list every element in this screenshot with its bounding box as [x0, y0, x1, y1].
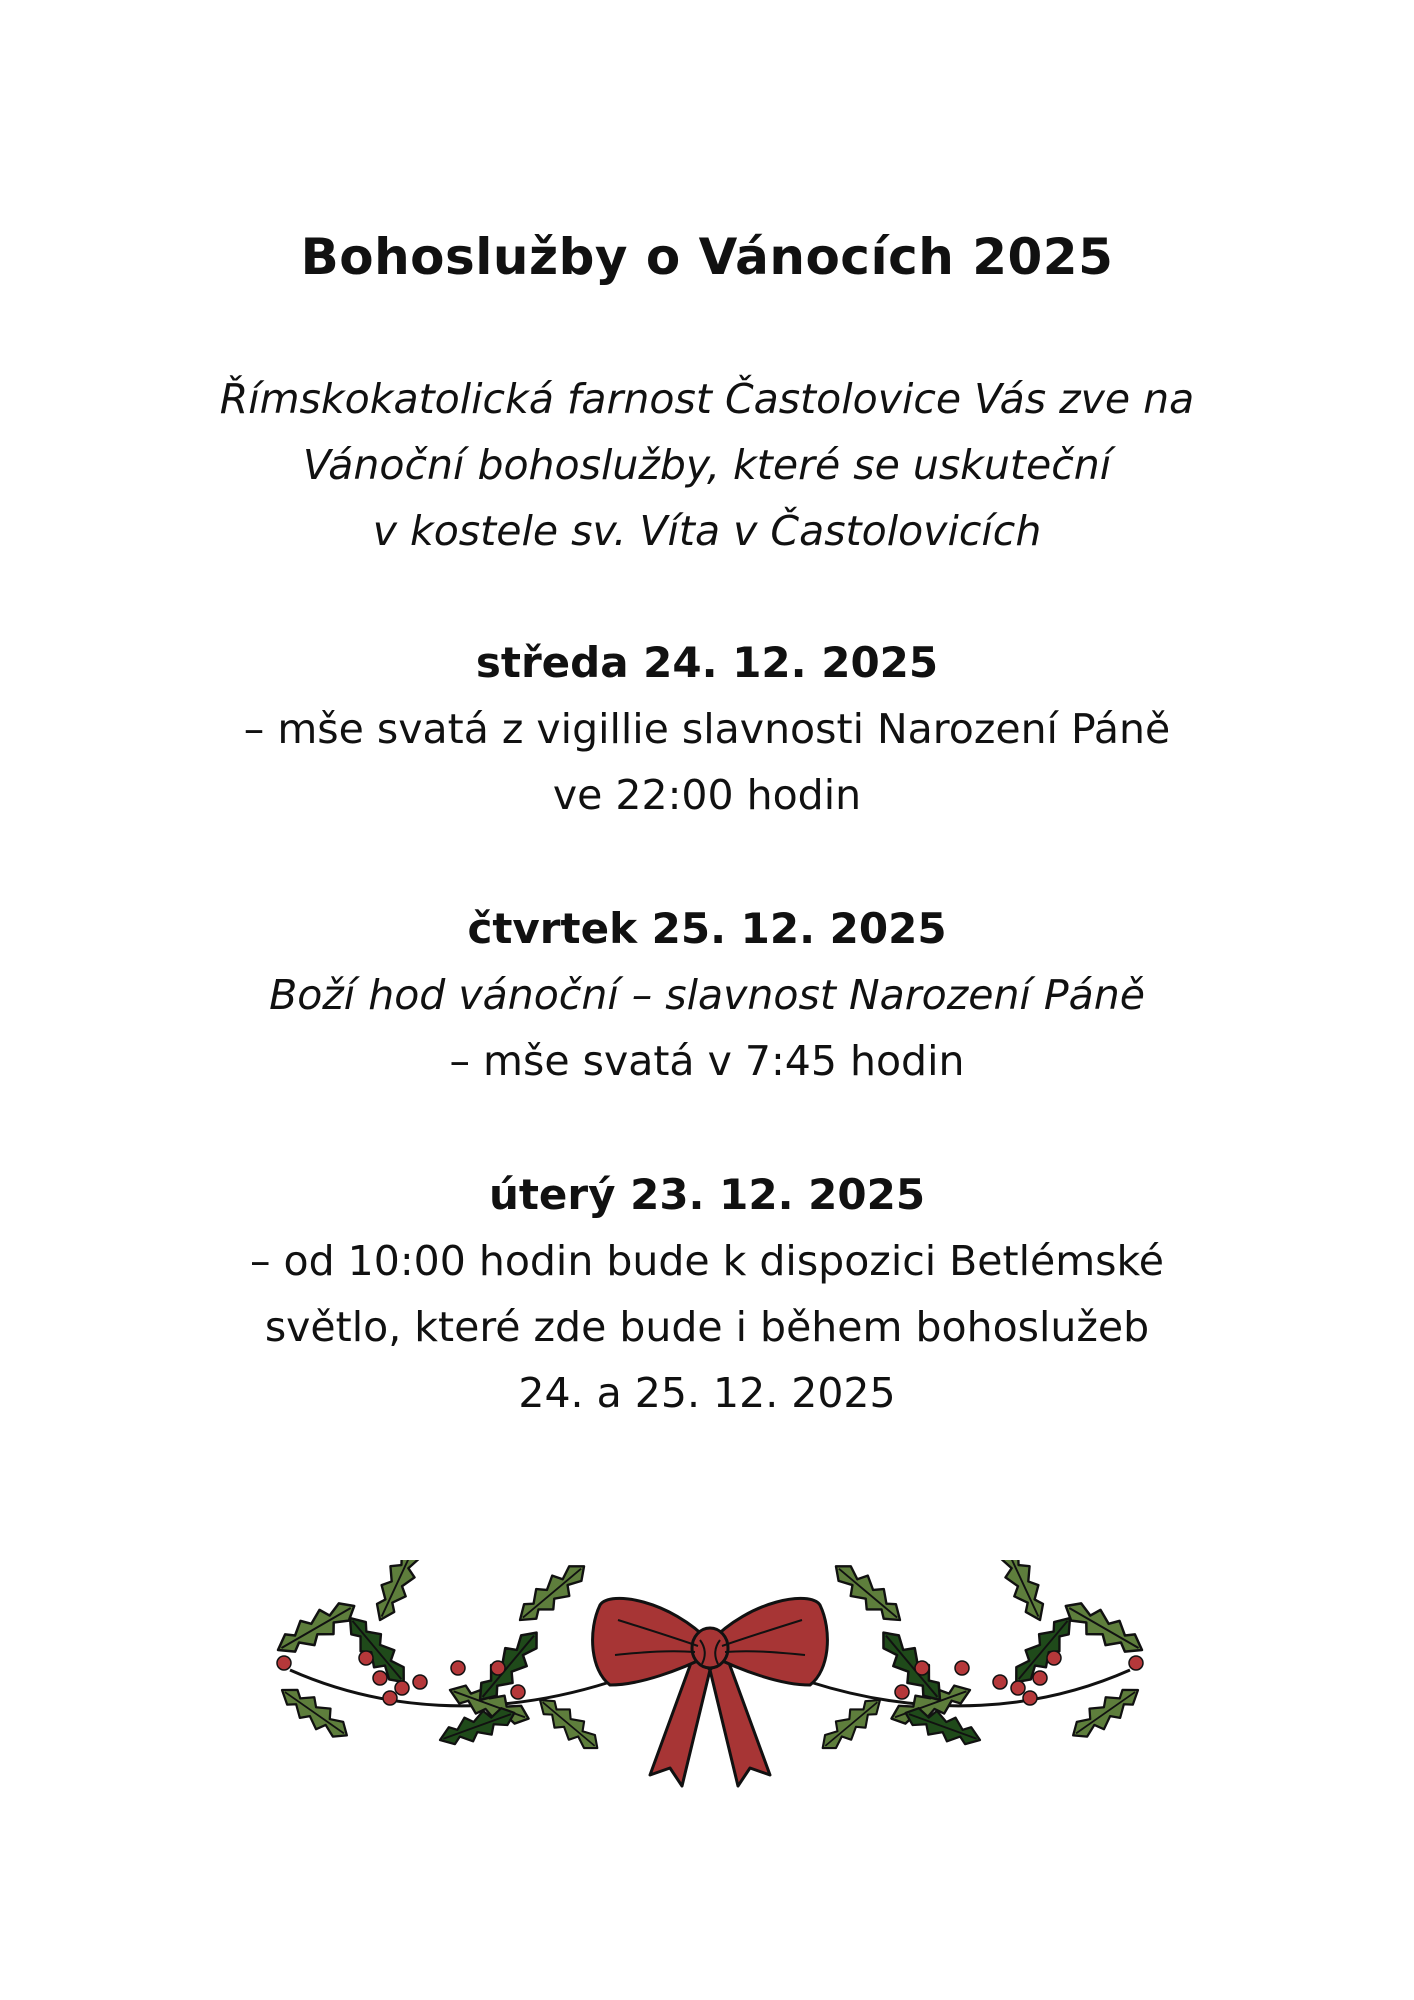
invitation-text — [0, 366, 1414, 564]
holly-garland-icon — [270, 1560, 1150, 1800]
invitation-line-1: Římskokatolická farnost Častolovice Vás zve na — [219, 375, 1195, 423]
event-feast-name: Boží hod vánoční – slavnost Narození Páně — [269, 971, 1145, 1019]
event-time: ve 22:00 hodin — [552, 771, 862, 819]
event-description-line-3: 24. a 25. 12. 2025 — [518, 1369, 896, 1417]
invitation-line-3: v kostele sv. Víta v Častolovicích — [372, 507, 1042, 555]
event-description: – mše svatá v 7:45 hodin — [449, 1037, 965, 1085]
bow — [593, 1598, 828, 1786]
event-date: středa 24. 12. 2025 — [475, 638, 939, 687]
event-description: – mše svatá z vigillie slavnosti Narození Páně — [243, 705, 1171, 753]
event-description-line-1: – od 10:00 hodin bude k dispozici Betlémské — [249, 1237, 1165, 1285]
event-bethlehem-light — [0, 1162, 1414, 1426]
event-christmas-day — [0, 896, 1414, 1094]
event-date: čtvrtek 25. 12. 2025 — [467, 904, 947, 953]
event-christmas-eve — [0, 630, 1414, 828]
page-title: Bohoslužby o Vánocích 2025 — [300, 228, 1114, 286]
event-date: úterý 23. 12. 2025 — [488, 1170, 926, 1219]
invitation-line-2: Vánoční bohoslužby, které se uskuteční — [302, 441, 1112, 489]
event-description-line-2: světlo, které zde bude i během bohoslužeb — [264, 1303, 1150, 1351]
